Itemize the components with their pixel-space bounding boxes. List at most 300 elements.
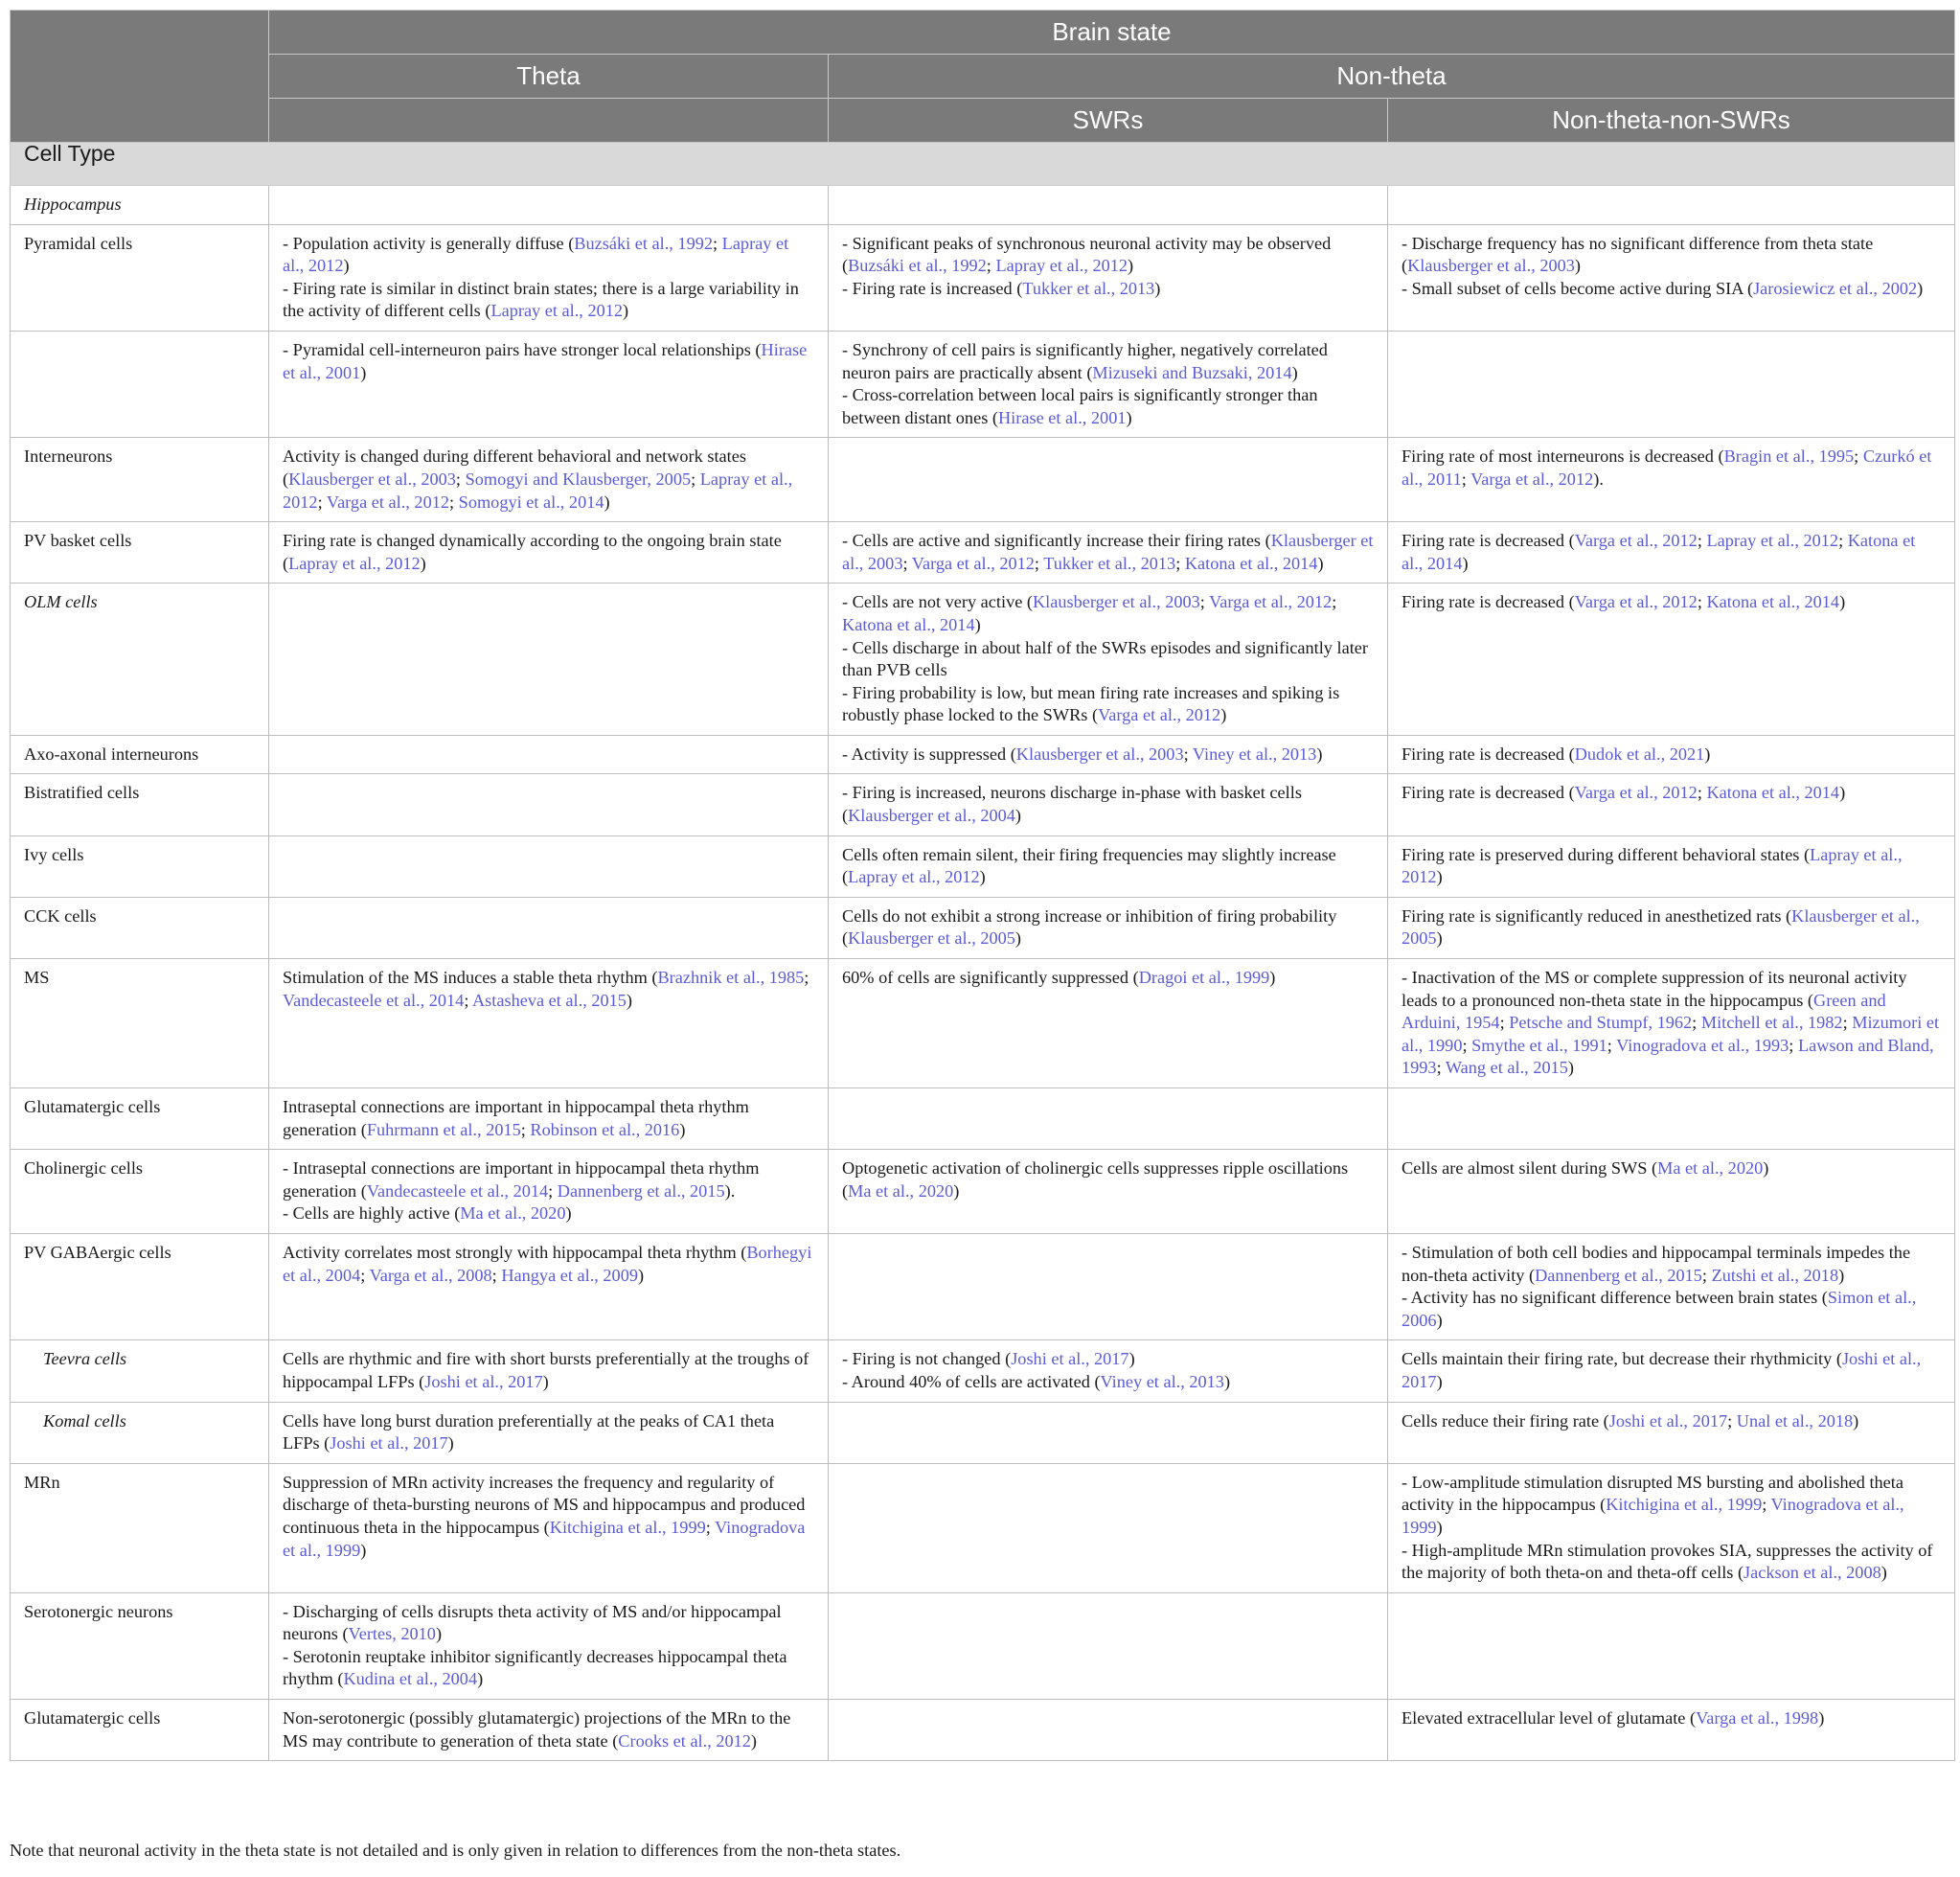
- cell-text: ): [1917, 278, 1924, 298]
- swr-cell: [829, 1233, 1388, 1339]
- citation-link[interactable]: Hirase et al., 2001: [997, 407, 1127, 427]
- cell-text: ): [1839, 592, 1846, 612]
- cell-text: ): [1436, 1310, 1443, 1330]
- citation-link[interactable]: Klausberger et al., 2003: [1032, 592, 1200, 612]
- cell-text: - Discharging of cells disrupts theta activity of MS and/or hippocampal neurons (: [283, 1601, 782, 1644]
- citation-link[interactable]: Hangya et al., 2009: [501, 1265, 638, 1285]
- cell-text: - Cells are highly active (: [283, 1203, 461, 1224]
- swr-cell: [829, 584, 1388, 736]
- citation-link[interactable]: Dannenberg et al., 2015: [1535, 1265, 1702, 1285]
- cell-type-name: Teevra cells: [11, 1340, 269, 1402]
- theta-cell: [269, 835, 829, 897]
- citation-link[interactable]: Vinogradova et al., 1999: [1402, 1495, 1904, 1537]
- cell-text: ): [1818, 1708, 1825, 1728]
- cell-text: Firing rate is decreased (: [1402, 531, 1575, 551]
- cell-text: ;: [713, 233, 722, 253]
- cell-text: ): [343, 256, 350, 276]
- citation-link[interactable]: Kitchigina et al., 1999: [549, 1517, 706, 1537]
- cell-text: ;: [455, 469, 466, 489]
- cell-text: ): [1436, 867, 1443, 887]
- table-row: [11, 224, 1955, 331]
- citation-link[interactable]: Petsche and Stumpf, 1962: [1509, 1013, 1693, 1033]
- ntns-cell: [1388, 1700, 1955, 1761]
- header-blank: [11, 11, 269, 143]
- cell-text: ): [435, 1624, 443, 1644]
- citation-link[interactable]: Buzsáki et al., 1992: [848, 256, 987, 276]
- cell-text: ): [979, 867, 986, 887]
- theta-cell: [269, 1463, 829, 1592]
- citation-link[interactable]: Fuhrmann et al., 2015: [366, 1119, 521, 1139]
- cell-text: - Cells are active and significantly increase their firing rates (: [842, 531, 1271, 551]
- cell-type-name: Komal cells: [11, 1402, 269, 1463]
- cell-text: ;: [1183, 744, 1193, 764]
- cell-type-name: Ivy cells: [11, 835, 269, 897]
- cell-text: - Firing rate is increased (: [842, 278, 1023, 298]
- citation-link[interactable]: Tukker et al., 2013: [1043, 553, 1176, 573]
- cell-type-name: PV GABAergic cells: [11, 1233, 269, 1339]
- cell-text: ;: [1727, 1410, 1737, 1431]
- citation-link[interactable]: Vertes, 2010: [348, 1624, 436, 1644]
- swr-cell: [829, 1463, 1388, 1592]
- cell-text: ): [1014, 928, 1021, 949]
- cell-text: ): [1317, 553, 1324, 573]
- cell-text: ;: [1789, 1035, 1798, 1055]
- cell-text: ): [1128, 256, 1134, 276]
- cell-text: - Small subset of cells become active during SIA (: [1402, 278, 1754, 298]
- ntns-cell: [1388, 224, 1955, 331]
- citation-link[interactable]: Klausberger et al., 2003: [1407, 256, 1575, 276]
- citation-link[interactable]: Czurkó et al., 2011: [1402, 446, 1932, 489]
- citation-link[interactable]: Hirase et al., 2001: [283, 339, 808, 382]
- citation-link[interactable]: Joshi et al., 2017: [1402, 1349, 1922, 1391]
- cell-type-name: Glutamatergic cells: [11, 1088, 269, 1150]
- theta-cell: [269, 522, 829, 584]
- cell-text: ;: [1607, 1035, 1617, 1055]
- table-row: [11, 1700, 1955, 1761]
- theta-cell: [269, 1150, 829, 1234]
- cell-text: Activity correlates most strongly with hippocampal theta rhythm (: [283, 1242, 747, 1262]
- cell-text: ): [477, 1669, 484, 1689]
- citation-link[interactable]: Varga et al., 2012: [1098, 705, 1221, 725]
- cell-text: ;: [1199, 592, 1210, 612]
- citation-link[interactable]: Jackson et al., 2008: [1743, 1563, 1881, 1583]
- citation-link[interactable]: Lapray et al., 2012: [1706, 531, 1839, 551]
- cell-text: Cells maintain their firing rate, but decrease their rhythmicity (: [1402, 1349, 1842, 1369]
- cell-text: ;: [317, 492, 327, 512]
- citation-link[interactable]: Smythe et al., 1991: [1471, 1035, 1607, 1055]
- cell-text: ;: [1175, 553, 1185, 573]
- cell-text: ): [1220, 705, 1227, 725]
- table-row: [11, 1463, 1955, 1592]
- cell-text: ;: [1854, 446, 1863, 467]
- citation-link[interactable]: Viney et al., 2013: [1100, 1371, 1224, 1391]
- cell-text: - Intraseptal connections are important in hippocampal theta rhythm generation (: [283, 1158, 760, 1201]
- citation-link[interactable]: Ma et al., 2020: [460, 1203, 566, 1224]
- cell-text: - Cross-correlation between local pairs is significantly stronger than between distant ones (: [842, 385, 1318, 427]
- cell-text: ): [1838, 1265, 1845, 1285]
- section-hippocampus: Hippocampus: [11, 186, 269, 225]
- cell-text: Suppression of MRn activity increases the frequency and regularity of discharge of theta-bursting neurons of MS and hippocampus and produced continuous theta in the hippocampus (: [283, 1472, 806, 1537]
- cell-text: Cells reduce their firing rate (: [1402, 1410, 1609, 1431]
- citation-link[interactable]: Borhegyi et al., 2004: [283, 1242, 812, 1285]
- citation-link[interactable]: Lawson and Bland, 1993: [1402, 1035, 1934, 1078]
- cell-type-name: [11, 331, 269, 437]
- cell-text: - Pyramidal cell-interneuron pairs have stronger local relationships (: [283, 339, 762, 359]
- cell-text: ;: [1697, 531, 1707, 551]
- cell-text: ): [542, 1371, 549, 1391]
- cell-text: ): [1128, 1349, 1135, 1369]
- cell-text: - Cells are not very active (: [842, 592, 1033, 612]
- cell-text: - Discharge frequency has no significant difference from theta state (: [1402, 233, 1874, 276]
- citation-link[interactable]: Tukker et al., 2013: [1022, 278, 1155, 298]
- citation-link[interactable]: Lapray et al., 2012: [1402, 844, 1903, 887]
- citation-link[interactable]: Kudina et al., 2004: [343, 1669, 478, 1689]
- cell-text: Firing rate is preserved during different behavioral states (: [1402, 844, 1811, 864]
- citation-link[interactable]: Katona et al., 2014: [842, 614, 975, 634]
- citation-link[interactable]: Green and Arduini, 1954: [1402, 990, 1886, 1033]
- cell-text: ): [1839, 783, 1846, 803]
- cell-type-name: Serotonergic neurons: [11, 1592, 269, 1699]
- ntns-cell: [1388, 897, 1955, 958]
- table-row: [11, 522, 1955, 584]
- header-brain-state: Brain state: [269, 11, 1955, 55]
- citation-link[interactable]: Mizuseki and Buzsaki, 2014: [1092, 362, 1292, 382]
- cell-text: Cells are rhythmic and fire with short bursts preferentially at the troughs of hippocampal LFPs (: [283, 1349, 809, 1391]
- table-row: [11, 735, 1955, 774]
- table-row: [11, 584, 1955, 736]
- cell-text: - Firing rate is similar in distinct brain states; there is a large variability in the activity of different cells (: [283, 278, 799, 321]
- cell-text: ;: [691, 469, 700, 489]
- cell-text: ;: [1332, 592, 1337, 612]
- cell-text: Activity is changed during different behavioral and network states (: [283, 446, 746, 489]
- swr-cell: [829, 835, 1388, 897]
- header-non-theta: Non-theta: [829, 55, 1955, 99]
- ntns-cell: [1388, 438, 1955, 522]
- table-row: [11, 331, 1955, 437]
- cell-text: Firing rate is decreased (: [1402, 744, 1575, 764]
- cell-text: - Inactivation of the MS or complete suppression of its neuronal activity leads to a pronounced non-theta state in the hippocampus (: [1402, 968, 1907, 1010]
- theta-cell: [269, 438, 829, 522]
- cell-text: ): [1763, 1158, 1769, 1179]
- swr-cell: [829, 331, 1388, 437]
- citation-link[interactable]: Joshi et al., 2017: [424, 1371, 543, 1391]
- cell-text: - Activity has no significant difference between brain states (: [1402, 1288, 1828, 1308]
- citation-link[interactable]: Jarosiewicz et al., 2002: [1753, 278, 1918, 298]
- citation-link[interactable]: Joshi et al., 2017: [1011, 1349, 1129, 1369]
- theta-cell: [269, 1340, 829, 1402]
- citation-link[interactable]: Viney et al., 2013: [1192, 744, 1317, 764]
- table-row: [11, 1233, 1955, 1339]
- citation-link[interactable]: Varga et al., 2012: [1574, 592, 1698, 612]
- empty-cell: [269, 186, 829, 225]
- cell-text: ;: [548, 1180, 558, 1201]
- citation-link[interactable]: Unal et al., 2018: [1736, 1410, 1854, 1431]
- cell-text: - Firing probability is low, but mean firing rate increases and spiking is robustly phase locked to the SWRs (: [842, 682, 1340, 725]
- citation-link[interactable]: Varga et al., 2012: [1574, 783, 1698, 803]
- swr-cell: [829, 1700, 1388, 1761]
- cell-type-name: CCK cells: [11, 897, 269, 958]
- citation-link[interactable]: Mizumori et al., 1990: [1402, 1013, 1940, 1055]
- citation-link[interactable]: Lapray et al., 2012: [283, 233, 789, 276]
- citation-link[interactable]: Wang et al., 2015: [1445, 1058, 1568, 1078]
- citation-link[interactable]: Mitchell et al., 1982: [1700, 1013, 1843, 1033]
- cell-text: ): [1436, 928, 1443, 949]
- cell-text: - Around 40% of cells are activated (: [842, 1371, 1101, 1391]
- cell-text: ): [679, 1119, 686, 1139]
- swr-cell: [829, 735, 1388, 774]
- header-theta-sub-blank: [269, 99, 829, 143]
- cell-type-name: PV basket cells: [11, 522, 269, 584]
- theta-cell: [269, 1088, 829, 1150]
- citation-link[interactable]: Kitchigina et al., 1999: [1606, 1495, 1763, 1515]
- citation-link[interactable]: Robinson et al., 2016: [530, 1119, 680, 1139]
- citation-link[interactable]: Astasheva et al., 2015: [471, 990, 627, 1010]
- table-row: [11, 438, 1955, 522]
- cell-text: Firing rate is changed dynamically according to the ongoing brain state (: [283, 531, 782, 573]
- citation-link[interactable]: Dragoi et al., 1999: [1138, 968, 1270, 988]
- cell-text: ): [604, 492, 610, 512]
- cell-type-name: Pyramidal cells: [11, 224, 269, 331]
- cell-text: Non-serotonergic (possibly glutamatergic) projections of the MRn to the MS may contribute to generation of theta state (: [283, 1708, 791, 1751]
- cell-text: - Cells discharge in about half of the SWRs episodes and significantly later than PVB cells: [842, 637, 1368, 680]
- ntns-cell: [1388, 1340, 1955, 1402]
- theta-cell: [269, 1700, 829, 1761]
- cell-text: Cells do not exhibit a strong increase or inhibition of firing probability (: [842, 905, 1337, 949]
- citation-link[interactable]: Varga et al., 2012: [326, 492, 449, 512]
- cell-text: ;: [705, 1517, 716, 1537]
- citation-link[interactable]: Bragin et al., 1995: [1723, 446, 1855, 467]
- citation-link[interactable]: Lapray et al., 2012: [848, 867, 980, 887]
- cell-text: - Firing is increased, neurons discharge in-phase with basket cells (: [842, 783, 1302, 826]
- swr-cell: [829, 438, 1388, 522]
- cell-text: ;: [1692, 1013, 1701, 1033]
- cell-text: ): [637, 1265, 645, 1285]
- swr-cell: [829, 897, 1388, 958]
- theta-cell: [269, 1233, 829, 1339]
- cell-text: ): [623, 301, 629, 321]
- cell-text: ): [1436, 1517, 1443, 1537]
- ntns-cell: [1388, 1233, 1955, 1339]
- cell-text: ): [1880, 1563, 1887, 1583]
- table-row: [11, 1402, 1955, 1463]
- theta-cell: [269, 331, 829, 437]
- swr-cell: [829, 1340, 1388, 1402]
- cell-text: ): [1014, 806, 1021, 826]
- cell-text: ;: [1462, 1035, 1472, 1055]
- table-row: [11, 1340, 1955, 1402]
- cell-type-name: Axo-axonal interneurons: [11, 735, 269, 774]
- citation-link[interactable]: Ma et al., 2020: [848, 1180, 954, 1201]
- citation-link[interactable]: Vinogradova et al., 1993: [1616, 1035, 1789, 1055]
- theta-cell: [269, 897, 829, 958]
- citation-link[interactable]: Klausberger et al., 2003: [288, 469, 456, 489]
- cell-text: ): [953, 1180, 960, 1201]
- citation-link[interactable]: Lapray et al., 2012: [490, 301, 624, 321]
- swr-cell: [829, 959, 1388, 1088]
- cell-text: ): [1223, 1371, 1231, 1391]
- citation-link[interactable]: Klausberger et al., 2005: [848, 928, 1015, 949]
- cell-text: Firing rate of most interneurons is decreased (: [1402, 446, 1724, 467]
- header-theta: Theta: [269, 55, 829, 99]
- citation-link[interactable]: Klausberger et al., 2004: [848, 806, 1015, 826]
- cell-text: ): [447, 1433, 454, 1454]
- citation-link[interactable]: Dannenberg et al., 2015: [557, 1180, 725, 1201]
- cell-text: ;: [464, 990, 472, 1010]
- cell-text: ;: [520, 1119, 531, 1139]
- theta-cell: [269, 959, 829, 1088]
- cell-text: - Synchrony of cell pairs is significantly higher, negatively correlated neuron pairs are practically absent (: [842, 339, 1328, 382]
- citation-link[interactable]: Katona et al., 2014: [1184, 553, 1318, 573]
- cell-text: ): [1567, 1058, 1574, 1078]
- cell-text: Firing rate is significantly reduced in anesthetized rats (: [1402, 905, 1792, 926]
- cell-text: ).: [724, 1180, 736, 1201]
- citation-link[interactable]: Klausberger et al., 2003: [1015, 744, 1184, 764]
- empty-cell: [1388, 186, 1955, 225]
- cell-text: Optogenetic activation of cholinergic cells suppresses ripple oscillations (: [842, 1158, 1349, 1201]
- empty-cell: [829, 186, 1388, 225]
- citation-link[interactable]: Crooks et al., 2012: [618, 1730, 751, 1751]
- cell-text: - Population activity is generally diffuse (: [283, 233, 575, 253]
- theta-cell: [269, 1402, 829, 1463]
- citation-link[interactable]: Joshi et al., 2017: [1608, 1410, 1728, 1431]
- swr-cell: [829, 522, 1388, 584]
- cell-text: ;: [1701, 1265, 1712, 1285]
- citation-link[interactable]: Ma et al., 2020: [1657, 1158, 1764, 1179]
- cell-text: ): [420, 553, 426, 573]
- cell-text: ;: [360, 1265, 370, 1285]
- table-container: [10, 10, 1954, 1761]
- ntns-cell: [1388, 1463, 1955, 1592]
- citation-link[interactable]: Katona et al., 2014: [1706, 592, 1840, 612]
- citation-link[interactable]: Brazhnik et al., 1985: [657, 968, 805, 988]
- cell-text: ): [1436, 1371, 1443, 1391]
- citation-link[interactable]: Klausberger et al., 2005: [1402, 905, 1920, 949]
- ntns-cell: [1388, 584, 1955, 736]
- citation-link[interactable]: Klausberger et al., 2003: [842, 531, 1374, 573]
- cell-text: ;: [1762, 1495, 1771, 1515]
- cell-text: ;: [804, 968, 809, 988]
- swr-cell: [829, 224, 1388, 331]
- swr-cell: [829, 1150, 1388, 1234]
- citation-link[interactable]: Varga et al., 2012: [1574, 531, 1698, 551]
- citation-link[interactable]: Varga et al., 2012: [1470, 469, 1594, 489]
- header-swrs: SWRs: [829, 99, 1388, 143]
- cell-text: Stimulation of the MS induces a stable theta rhythm (: [283, 968, 658, 988]
- cell-text: ;: [986, 256, 996, 276]
- citation-link[interactable]: Lapray et al., 2012: [995, 256, 1128, 276]
- cell-type-name: MS: [11, 959, 269, 1088]
- theta-cell: [269, 1592, 829, 1699]
- citation-link[interactable]: Vandecasteele et al., 2014: [366, 1180, 549, 1201]
- cell-text: Intraseptal connections are important in hippocampal theta rhythm generation (: [283, 1097, 749, 1139]
- cell-text: ): [750, 1730, 758, 1751]
- citation-link[interactable]: Varga et al., 2012: [1209, 592, 1333, 612]
- cell-text: Firing rate is decreased (: [1402, 592, 1575, 612]
- cell-text: ): [1154, 278, 1161, 298]
- cell-text: ;: [1697, 783, 1707, 803]
- table-row: [11, 897, 1955, 958]
- theta-cell: [269, 735, 829, 774]
- header-non-theta-non-swrs: Non-theta-non-SWRs: [1388, 99, 1955, 143]
- table-row: [11, 1592, 1955, 1699]
- ntns-cell: [1388, 522, 1955, 584]
- ntns-cell: [1388, 1088, 1955, 1150]
- citation-link[interactable]: Lapray et al., 2012: [283, 469, 793, 512]
- cell-text: ): [565, 1203, 572, 1224]
- cell-type-name: Interneurons: [11, 438, 269, 522]
- cell-text: ;: [1499, 1013, 1510, 1033]
- ntns-cell: [1388, 1402, 1955, 1463]
- swr-cell: [829, 1402, 1388, 1463]
- table-row: [11, 835, 1955, 897]
- cell-text: - High-amplitude MRn stimulation provokes SIA, suppresses the activity of the majority of both theta-on and theta-off cells (: [1402, 1540, 1933, 1583]
- swr-cell: [829, 1088, 1388, 1150]
- table-row: [11, 1150, 1955, 1234]
- citation-link[interactable]: Buzsáki et al., 1992: [574, 233, 713, 253]
- ntns-cell: [1388, 959, 1955, 1088]
- cell-type-name: Glutamatergic cells: [11, 1700, 269, 1761]
- cell-text: ): [1462, 553, 1469, 573]
- citation-link[interactable]: Zutshi et al., 2018: [1711, 1265, 1839, 1285]
- cell-text: ): [1704, 744, 1711, 764]
- citation-link[interactable]: Varga et al., 2012: [911, 553, 1035, 573]
- ntns-cell: [1388, 1150, 1955, 1234]
- cell-text: ;: [491, 1265, 502, 1285]
- cell-text: ).: [1593, 469, 1604, 489]
- cell-text: Firing rate is decreased (: [1402, 783, 1575, 803]
- cell-text: - Significant peaks of synchronous neuronal activity may be observed (: [842, 233, 1332, 276]
- citation-link[interactable]: Varga et al., 1998: [1696, 1708, 1819, 1728]
- ntns-cell: [1388, 331, 1955, 437]
- cell-type-name: Cholinergic cells: [11, 1150, 269, 1234]
- cell-text: ;: [1697, 592, 1707, 612]
- table-row: [11, 1088, 1955, 1150]
- citation-link[interactable]: Katona et al., 2014: [1402, 531, 1916, 573]
- citation-link[interactable]: Somogyi and Klausberger, 2005: [465, 469, 692, 489]
- cell-text: Elevated extracellular level of glutamate (: [1402, 1708, 1697, 1728]
- theta-cell: [269, 584, 829, 736]
- cell-text: Cells have long burst duration preferentially at the peaks of CA1 theta LFPs (: [283, 1410, 775, 1454]
- cell-text: ;: [902, 553, 912, 573]
- cell-text: ;: [1034, 553, 1044, 573]
- cell-text: Cells often remain silent, their firing frequencies may slightly increase (: [842, 844, 1336, 887]
- theta-cell: [269, 774, 829, 835]
- citation-link[interactable]: Lapray et al., 2012: [288, 553, 421, 573]
- citation-link[interactable]: Varga et al., 2008: [369, 1265, 492, 1285]
- swr-cell: [829, 1592, 1388, 1699]
- cell-text: - Serotonin reuptake inhibitor significantly decreases hippocampal theta rhythm (: [283, 1646, 787, 1689]
- cell-text: ): [1574, 256, 1581, 276]
- cell-text: ;: [1842, 1013, 1853, 1033]
- citation-link[interactable]: Simon et al., 2006: [1402, 1288, 1917, 1330]
- table-note: Note that neuronal activity in the theta state is not detailed and is only given in relation to differences from the non-theta states.: [10, 1841, 901, 1860]
- citation-link[interactable]: Vandecasteele et al., 2014: [283, 990, 465, 1010]
- citation-link[interactable]: Joshi et al., 2017: [330, 1433, 448, 1454]
- cell-text: ;: [1461, 469, 1471, 489]
- cell-text: ): [626, 990, 632, 1010]
- citation-link[interactable]: Dudok et al., 2021: [1574, 744, 1705, 764]
- cell-type-name: MRn: [11, 1463, 269, 1592]
- cell-text: ;: [1838, 531, 1848, 551]
- ntns-cell: [1388, 774, 1955, 835]
- cell-text: Cells are almost silent during SWS (: [1402, 1158, 1658, 1179]
- brain-state-table: [10, 10, 1955, 1761]
- ntns-cell: [1388, 735, 1955, 774]
- cell-text: ): [1316, 744, 1323, 764]
- citation-link[interactable]: Somogyi et al., 2014: [458, 492, 604, 512]
- citation-link[interactable]: Vinogradova et al., 1999: [283, 1517, 806, 1560]
- citation-link[interactable]: Katona et al., 2014: [1706, 783, 1840, 803]
